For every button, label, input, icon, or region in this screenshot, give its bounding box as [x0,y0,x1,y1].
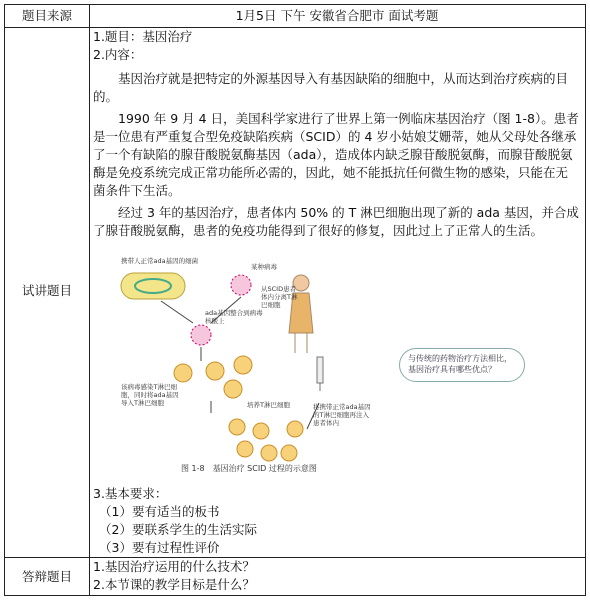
t-cell-shape [287,421,303,437]
label-virus: 某种病毒 [251,263,277,271]
content-label: 2.内容： [93,47,143,62]
patient-legs [295,333,307,353]
thinking-callout: 与传统的药物治疗方法相比，基因治疗具有哪些优点？ [399,348,525,382]
trial-label: 试讲题目 [21,283,72,298]
defense-question-1: 1.基因治疗运用的什么技术？ [93,559,255,574]
arrow [161,301,193,323]
label-bacteria: 携带人正常ada基因的细菌 [121,257,199,265]
requirements-title: 3.基本要求： [93,486,168,501]
t-cell-shape [229,419,245,435]
source-label: 题目来源 [21,8,72,23]
requirement-item: （2）要联系学生的生活实际 [99,522,257,537]
paragraph-1: 基因治疗就是把特定的外源基因导入有基因缺陷的细胞中，从而达到治疗疾病的目的。 [93,71,569,104]
label-return: 将携带正常ada基因的T淋巴细胞再注入患者体内 [313,403,371,427]
t-cell-shape [281,445,297,461]
requirements [93,485,579,557]
figure-caption: 图 1-8 基因治疗 SCID 过程的示意图 [181,464,317,473]
bacterium-shape [121,273,185,299]
paragraph-2: 1990 年 9 月 4 日，美国科学家进行了世界上第一例临床基因治疗（图 1-8）。患者是一位患有严重复合型免疫缺陷疾病（SCID）的 4 岁小姑娘艾姗蒂，她从父母处各继承了一个有缺陷的腺苷酸脱氨酶基因（ada），造成体内缺乏腺苷酸脱氨酶，而腺苷酸脱氨酶是免疫系统完成正常功能所必需的，因此，她不能抵抗任何微生物的感染，只能在无菌条件下生活。 [93,111,579,198]
defense-questions [93,558,579,594]
t-cell-shape [237,441,253,457]
label-culture: 培养T淋巴细胞 [247,401,290,409]
defense-label: 答辩题目 [21,569,72,584]
requirement-item: （1）要有适当的板书 [99,504,220,519]
requirement-item: （3）要有过程性评价 [99,540,220,555]
label-patient: 从SCID患者体内分离T淋巴细胞 [261,285,298,309]
figure-illustration [101,253,369,479]
virus-shape [231,275,251,295]
source-value: 1月5日 下午 安徽省合肥市 面试考题 [235,8,439,23]
syringe-shape [317,357,323,383]
topic-line: 1.题目：基因治疗 [93,29,193,44]
defense-question-2: 2.本节课的教学目标是什么？ [93,577,255,592]
label-integrate: ada基因整合到病毒核酸上 [205,309,263,325]
trial-content [93,28,579,240]
gene-therapy-figure [101,253,369,479]
label-infect: 该病毒感染T淋巴细胞，同时将ada基因导入T淋巴细胞 [121,383,179,407]
modified-virus-shape [191,325,211,345]
t-cell-shape [253,423,269,439]
column-divider [89,5,90,595]
t-cell-shape [174,364,192,382]
t-cell-shape [224,380,242,398]
t-cell-shape [234,356,252,374]
t-cell-shape [206,362,224,380]
paragraph-3: 经过 3 年的基因治疗，患者体内 50% 的 T 淋巴细胞出现了新的 ada 基因，并合成了腺苷酸脱氨酶，患者的免疫功能得到了很好的修复，因此过上了正常人的生活。 [93,205,579,238]
t-cell-shape [261,445,277,461]
exam-table [4,4,586,596]
